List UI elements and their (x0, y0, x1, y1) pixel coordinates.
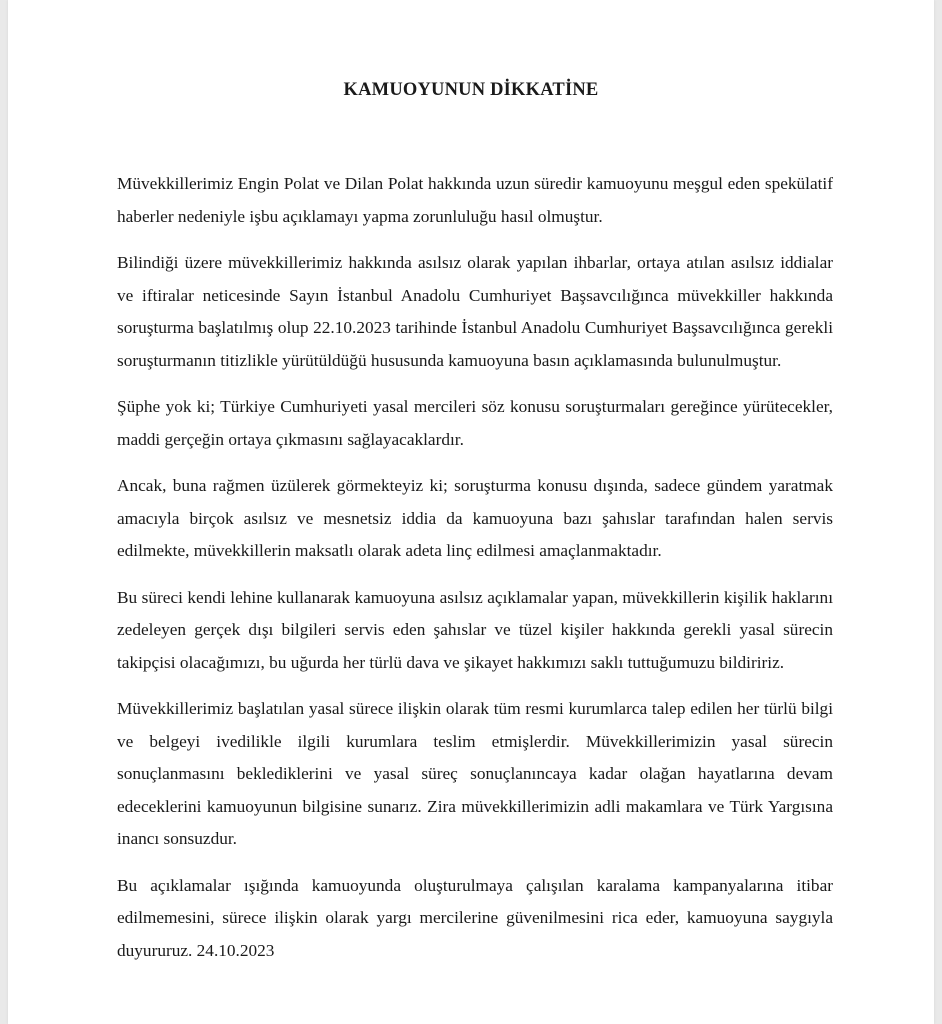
paragraph-2: Bilindiği üzere müvekkillerimiz hakkında asılsız olarak yapılan ihbarlar, ortaya atılan asılsız iddialar ve iftiralar neticesinde Sayın İstanbul Anadolu Cumhuriyet Başsavcılığınca müvekkiller hakkında soruşturma başlatılmış olup 22.10.2023 tarihinde İstanbul Anadolu Cumhuriyet Başsavcılığınca gerekli soruşturmanın titizlikle yürütüldüğü hususunda kamuoyuna basın açıklamasında bulunulmuştur. (117, 253, 833, 370)
document-body (117, 168, 833, 981)
document-page (8, 0, 934, 1024)
paragraph-7: Bu açıklamalar ışığında kamuoyunda oluşturulmaya çalışılan karalama kampanyalarına itibar edilmemesini, sürece ilişkin olarak yargı mercilerine güvenilmesini rica eder, kamuoyuna saygıyla duyururuz. 24.10.2023 (117, 875, 833, 960)
document-title: KAMUOYUNUN DİKKATİNE (343, 80, 599, 100)
paragraph-3: Şüphe yok ki; Türkiye Cumhuriyeti yasal mercileri söz konusu soruşturmaları gereğince yürütecekler, maddi gerçeğin ortaya çıkmasını sağlayacaklardır. (117, 397, 833, 449)
paragraph-5: Bu süreci kendi lehine kullanarak kamuoyuna asılsız açıklamalar yapan, müvekkillerin kişilik haklarını zedeleyen gerçek dışı bilgileri servis eden şahıslar ve tüzel kişiler hakkında gerekli yasal sürecin takipçisi olacağımızı, bu uğurda her türlü dava ve şikayet hakkımızı saklı tuttuğumuzu bildiririz. (117, 587, 833, 672)
paragraph-4: Ancak, buna rağmen üzülerek görmekteyiz ki; soruşturma konusu dışında, sadece gündem yaratmak amacıyla birçok asılsız ve mesnetsiz iddia da kamuoyuna bazı şahıslar tarafından halen servis edilmekte, müvekkillerin maksatlı olarak adeta linç edilmesi amaçlanmaktadır. (117, 476, 833, 560)
paragraph-6: Müvekkillerimiz başlatılan yasal sürece ilişkin olarak tüm resmi kurumlarca talep edilen her türlü bilgi ve belgeyi ivedilikle ilgili kurumlara teslim etmişlerdir. Müvekkillerimizin yasal sürecin sonuçlanmasını beklediklerini ve yasal süreç sonuçlanıncaya kadar olağan hayatlarına devam edeceklerini kamuoyunun bilgisine sunarız. Zira müvekkillerimizin adli makamlara ve Türk Yargısına inancı sonsuzdur. (117, 699, 833, 848)
paragraph-1: Müvekkillerimiz Engin Polat ve Dilan Polat hakkında uzun süredir kamuoyunu meşgul eden spekülatif haberler nedeniyle işbu açıklamayı yapma zorunluluğu hasıl olmuştur. (117, 174, 833, 226)
